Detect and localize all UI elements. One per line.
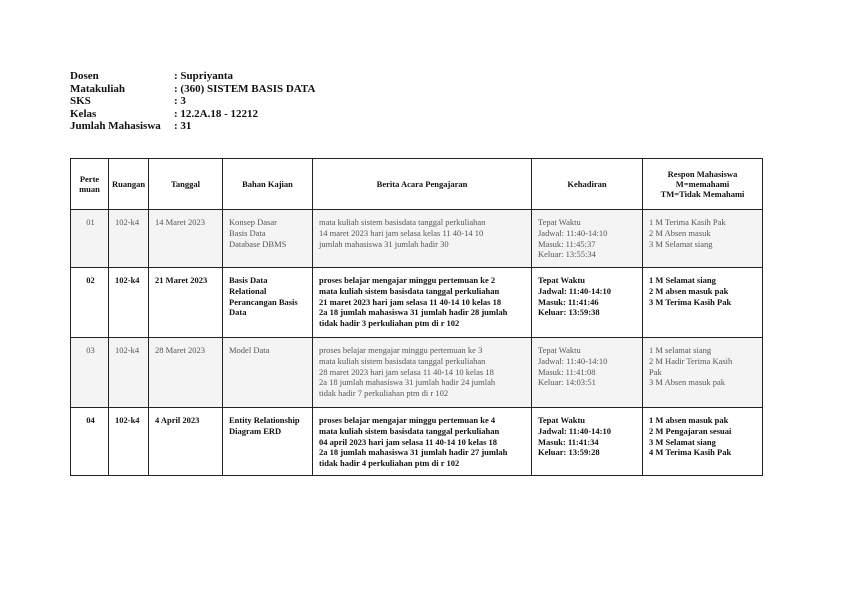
cell-tanggal: 21 Maret 2023 (149, 268, 223, 338)
cell-berita-acara: proses belajar mengajar minggu pertemuan ke 2 mata kuliah sistem basisdata tanggal perkuliahan 21 maret 2023 hari jam selasa 11 40-14 10 kelas 18 2a 18 jumlah mahasiswa 31 jumlah hadir 28 jumlah tidak hadir 3 perkuliahan ptm di r 102 (313, 268, 532, 338)
cell-tanggal: 28 Maret 2023 (149, 338, 223, 408)
cell-pertemuan: 04 (71, 408, 109, 476)
info-label: Matakuliah (70, 82, 126, 95)
cell-pertemuan: 01 (71, 210, 109, 268)
info-value: : (360) SISTEM BASIS DATA (174, 82, 316, 95)
cell-tanggal: 14 Maret 2023 (149, 210, 223, 268)
header-pertemuan: Perte muan (71, 159, 109, 210)
info-label: Jumlah Mahasiswa (70, 120, 161, 132)
info-value: : 3 (174, 95, 186, 107)
header-kehadiran: Kehadiran (532, 159, 643, 210)
cell-berita-acara: proses belajar mengajar minggu pertemuan ke 3 mata kuliah sistem basisdata tanggal perkuliahan 28 maret 2023 hari jam selasa 11 40-14 10 kelas 18 2a 18 jumlah mahasiswa 31 jumlah hadir 24 jumlah tidak hadir 7 perkuliahan ptm di r 102 (313, 338, 532, 408)
table-header-row (71, 159, 763, 210)
cell-ruangan: 102-k4 (109, 338, 149, 408)
cell-ruangan: 102-k4 (109, 268, 149, 338)
cell-ruangan: 102-k4 (109, 408, 149, 476)
cell-tanggal: 4 April 2023 (149, 408, 223, 476)
cell-respon: 1 M selamat siang 2 M Hadir Terima Kasih Pak 3 M Absen masuk pak (643, 338, 763, 408)
table-row (71, 210, 763, 268)
cell-respon: 1 M Selamat siang 2 M absen masuk pak 3 M Terima Kasih Pak (643, 268, 763, 338)
header-ruangan: Ruangan (109, 159, 149, 210)
cell-respon: 1 M absen masuk pak 2 M Pengajaran sesuai 3 M Selamat siang 4 M Terima Kasih Pak (643, 408, 763, 476)
table-row (71, 338, 763, 408)
info-value: : Supriyanta (174, 70, 233, 82)
info-label: Kelas (70, 107, 97, 120)
header-respon-mahasiswa: Respon Mahasiswa M=memahami TM=Tidak Memahami (643, 159, 763, 210)
header-tanggal: Tanggal (149, 159, 223, 210)
cell-bahan-kajian: Konsep Dasar Basis Data Database DBMS (223, 210, 313, 268)
cell-respon: 1 M Terima Kasih Pak 2 M Absen masuk 3 M Selamat siang (643, 210, 763, 268)
cell-kehadiran: Tepat Waktu Jadwal: 11:40-14:10 Masuk: 11:41:34 Keluar: 13:59:28 (532, 408, 643, 476)
header-berita-acara: Berita Acara Pengajaran (313, 159, 532, 210)
cell-berita-acara: mata kuliah sistem basisdata tanggal perkuliahan 14 maret 2023 hari jam selasa kelas 11 40-14 10 jumlah mahasiswa 31 jumlah hadir 30 (313, 210, 532, 268)
cell-pertemuan: 03 (71, 338, 109, 408)
info-label: Dosen (70, 70, 99, 82)
header-bahan-kajian: Bahan Kajian (223, 159, 313, 210)
cell-kehadiran: Tepat Waktu Jadwal: 11:40-14:10 Masuk: 11:41:08 Keluar: 14:03:51 (532, 338, 643, 408)
cell-berita-acara: proses belajar mengajar minggu pertemuan ke 4 mata kuliah sistem basisdata tanggal perkuliahan 04 april 2023 hari jam selasa 11 40-14 10 kelas 18 2a 18 jumlah mahasiswa 31 jumlah hadir 27 jumlah tidak hadir 4 perkuliahan ptm di r 102 (313, 408, 532, 476)
info-value: : 12.2A.18 - 12212 (174, 107, 259, 120)
table-row (71, 268, 763, 338)
cell-bahan-kajian: Model Data (223, 338, 313, 408)
attendance-table (70, 158, 763, 476)
cell-pertemuan: 02 (71, 268, 109, 338)
cell-ruangan: 102-k4 (109, 210, 149, 268)
cell-kehadiran: Tepat Waktu Jadwal: 11:40-14:10 Masuk: 11:45:37 Keluar: 13:55:34 (532, 210, 643, 268)
info-value: : 31 (174, 120, 192, 132)
table-row (71, 408, 763, 476)
cell-bahan-kajian: Basis Data Relational Perancangan Basis Data (223, 268, 313, 338)
cell-kehadiran: Tepat Waktu Jadwal: 11:40-14:10 Masuk: 11:41:46 Keluar: 13:59:38 (532, 268, 643, 338)
info-label: SKS (70, 95, 91, 107)
cell-bahan-kajian: Entity Relationship Diagram ERD (223, 408, 313, 476)
